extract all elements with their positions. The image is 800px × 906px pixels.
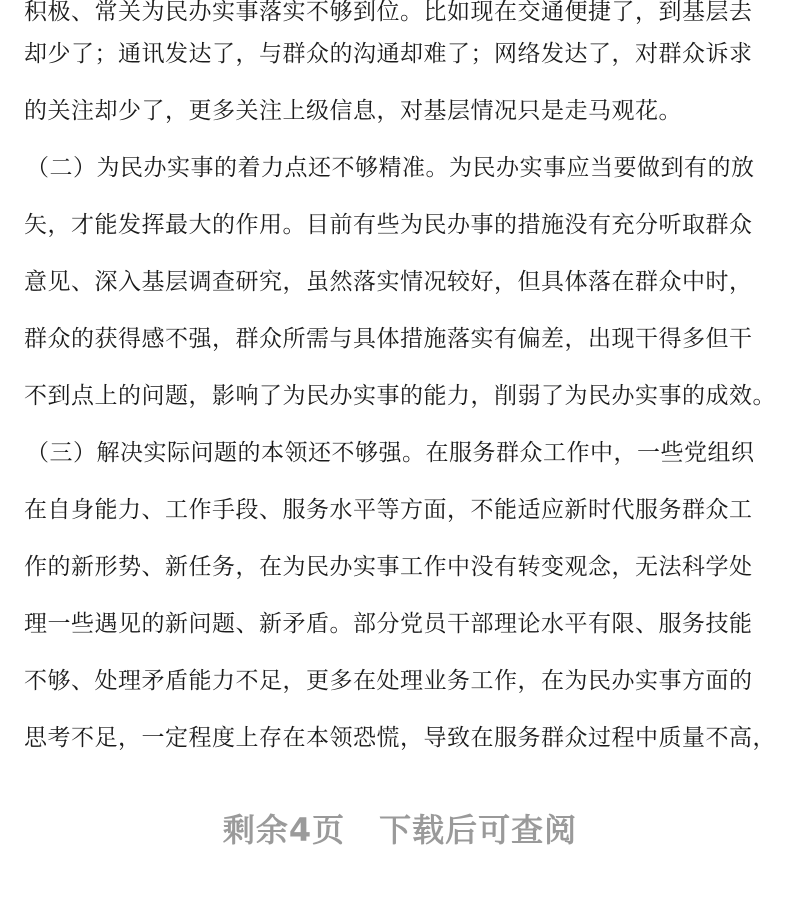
text-line: 却少了；通讯发达了，与群众的沟通却难了；网络发达了，对群众诉求 bbox=[24, 41, 753, 67]
remaining-pages-label: 剩余4页 bbox=[222, 811, 346, 849]
text-line: 的关注却少了，更多关注上级信息，对基层情况只是走马观花。 bbox=[24, 98, 682, 124]
download-prompt[interactable] bbox=[0, 808, 800, 852]
content-fade-overlay bbox=[0, 760, 800, 810]
download-to-view-label: 下载后可查阅 bbox=[379, 811, 578, 849]
text-line: 积极、常关为民办实事落实不够到位。比如现在交通便捷了，到基层去 bbox=[24, 0, 753, 25]
text-line: 不到点上的问题，影响了为民办实事的能力，削弱了为民办实事的成效。 bbox=[24, 383, 776, 409]
text-line: 意见、深入基层调查研究，虽然落实情况较好，但具体落在群众中时， bbox=[24, 269, 753, 295]
text-line: 不够、处理矛盾能力不足，更多在处理业务工作，在为民办实事方面的 bbox=[24, 668, 753, 694]
text-line: 在自身能力、工作手段、服务水平等方面，不能适应新时代服务群众工 bbox=[24, 497, 753, 523]
text-line: （三）解决实际问题的本领还不够强。在服务群众工作中，一些党组织 bbox=[26, 440, 755, 466]
text-line: 理一些遇见的新问题、新矛盾。部分党员干部理论水平有限、服务技能 bbox=[24, 611, 753, 637]
text-line: 群众的获得感不强，群众所需与具体措施落实有偏差，出现干得多但干 bbox=[24, 326, 753, 352]
text-line: 矢，才能发挥最大的作用。目前有些为民办事的措施没有充分听取群众 bbox=[24, 212, 753, 238]
text-line: （二）为民办实事的着力点还不够精准。为民办实事应当要做到有的放 bbox=[26, 155, 755, 181]
text-line: 思考不足，一定程度上存在本领恐慌，导致在服务群众过程中质量不高， bbox=[24, 725, 776, 751]
text-line: 作的新形势、新任务，在为民办实事工作中没有转变观念，无法科学处 bbox=[24, 554, 753, 580]
